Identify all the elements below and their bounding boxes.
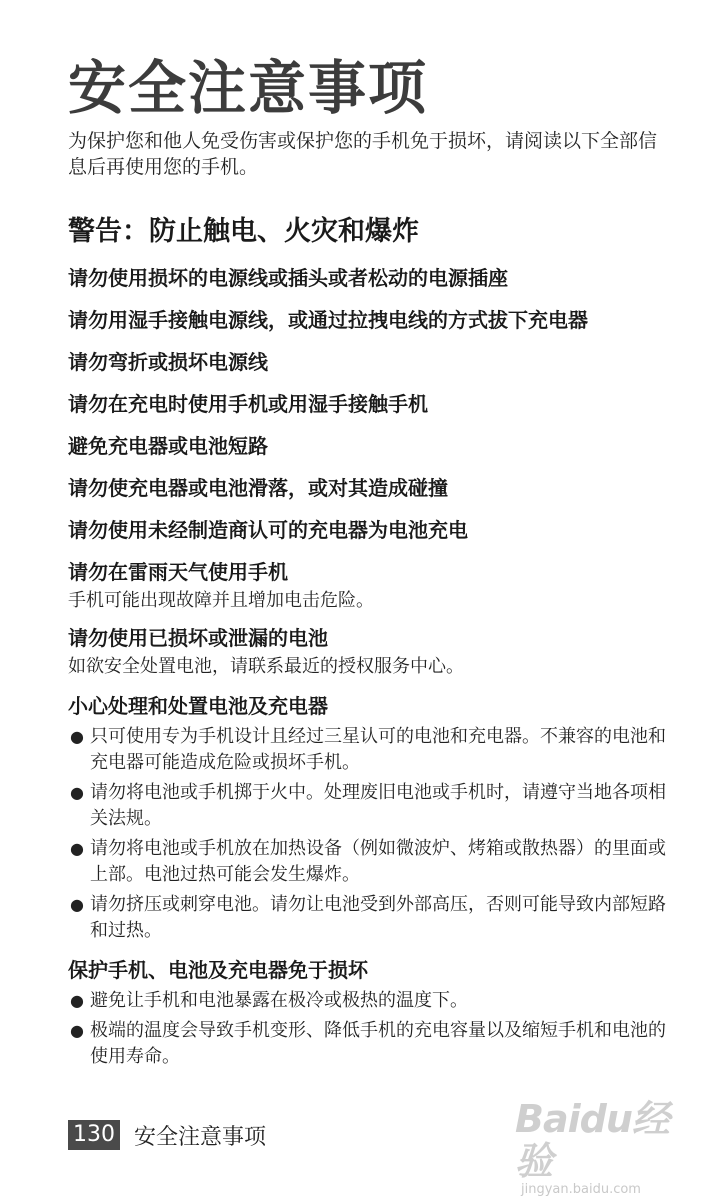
list-item [68, 1018, 668, 1070]
section-heading: 请勿使用已损坏或泄漏的电池 [68, 626, 328, 650]
section-battery-handling [68, 692, 668, 944]
section-heading: 保护手机、电池及充电器免于损坏 [68, 958, 368, 982]
list-item [68, 780, 668, 832]
section-heading: 小心处理和处置电池及充电器 [68, 694, 328, 718]
bullet-list [68, 724, 668, 944]
rule-item: 避免充电器或电池短路 [68, 434, 268, 458]
section-heading: 请勿在雷雨天气使用手机 [68, 560, 288, 584]
bullet-icon: ● [70, 783, 84, 802]
warning-rules [68, 264, 668, 544]
bullet-icon: ● [70, 1021, 84, 1040]
bullet-icon: ● [70, 839, 84, 858]
rule-item: 请勿使用未经制造商认可的充电器为电池充电 [68, 518, 468, 542]
footer-title: 安全注意事项 [134, 1124, 267, 1150]
rule-item: 请勿在充电时使用手机或用湿手接触手机 [68, 392, 428, 416]
list-item-text: 请勿将电池或手机掷于火中。处理废旧电池或手机时，请遵守当地各项相关法规。 [90, 782, 666, 829]
section-damaged-battery [68, 624, 668, 680]
bullet-icon: ● [70, 727, 84, 746]
bullet-icon: ● [70, 895, 84, 914]
warning-heading: 警告：防止触电、火灾和爆炸 [68, 216, 419, 247]
rule-item: 请勿弯折或损坏电源线 [68, 350, 268, 374]
list-item-text: 避免让手机和电池暴露在极冷或极热的温度下。 [90, 990, 468, 1011]
list-item [68, 724, 668, 776]
list-item-text: 极端的温度会导致手机变形、降低手机的充电容量以及缩短手机和电池的使用寿命。 [90, 1020, 666, 1067]
intro-paragraph: 为保护您和他人免受伤害或保护您的手机免于损坏，请阅读以下全部信息后再使用您的手机。 [68, 130, 658, 178]
section-protect-device [68, 956, 668, 1070]
section-text: 如欲安全处置电池，请联系最近的授权服务中心。 [68, 656, 464, 677]
section-thunderstorm [68, 558, 668, 614]
list-item [68, 892, 668, 944]
section-text: 手机可能出现故障并且增加电击危险。 [68, 590, 374, 611]
bullet-icon: ● [70, 991, 84, 1010]
watermark-url: jingyan.baidu.com [521, 1182, 641, 1197]
rule-item: 请勿使用损坏的电源线或插头或者松动的电源插座 [68, 266, 508, 290]
list-item [68, 836, 668, 888]
list-item-text: 请勿挤压或刺穿电池。请勿让电池受到外部高压，否则可能导致内部短路和过热。 [90, 894, 666, 941]
list-item-text: 只可使用专为手机设计且经过三星认可的电池和充电器。不兼容的电池和充电器可能造成危险或损坏手机。 [90, 726, 666, 773]
page-title: 安全注意事项 [68, 54, 429, 122]
document-page [68, 52, 668, 1074]
rule-item: 请勿使充电器或电池滑落，或对其造成碰撞 [68, 476, 448, 500]
page-footer [68, 1120, 266, 1150]
list-item [68, 988, 668, 1014]
rule-item: 请勿用湿手接触电源线，或通过拉拽电线的方式拔下充电器 [68, 308, 588, 332]
list-item-text: 请勿将电池或手机放在加热设备（例如微波炉、烤箱或散热器）的里面或上部。电池过热可能会发生爆炸。 [90, 838, 666, 885]
watermark-logo: Baidu经验 [515, 1097, 669, 1183]
baidu-watermark [515, 1097, 695, 1197]
page-number: 130 [68, 1120, 120, 1150]
bullet-list [68, 988, 668, 1070]
